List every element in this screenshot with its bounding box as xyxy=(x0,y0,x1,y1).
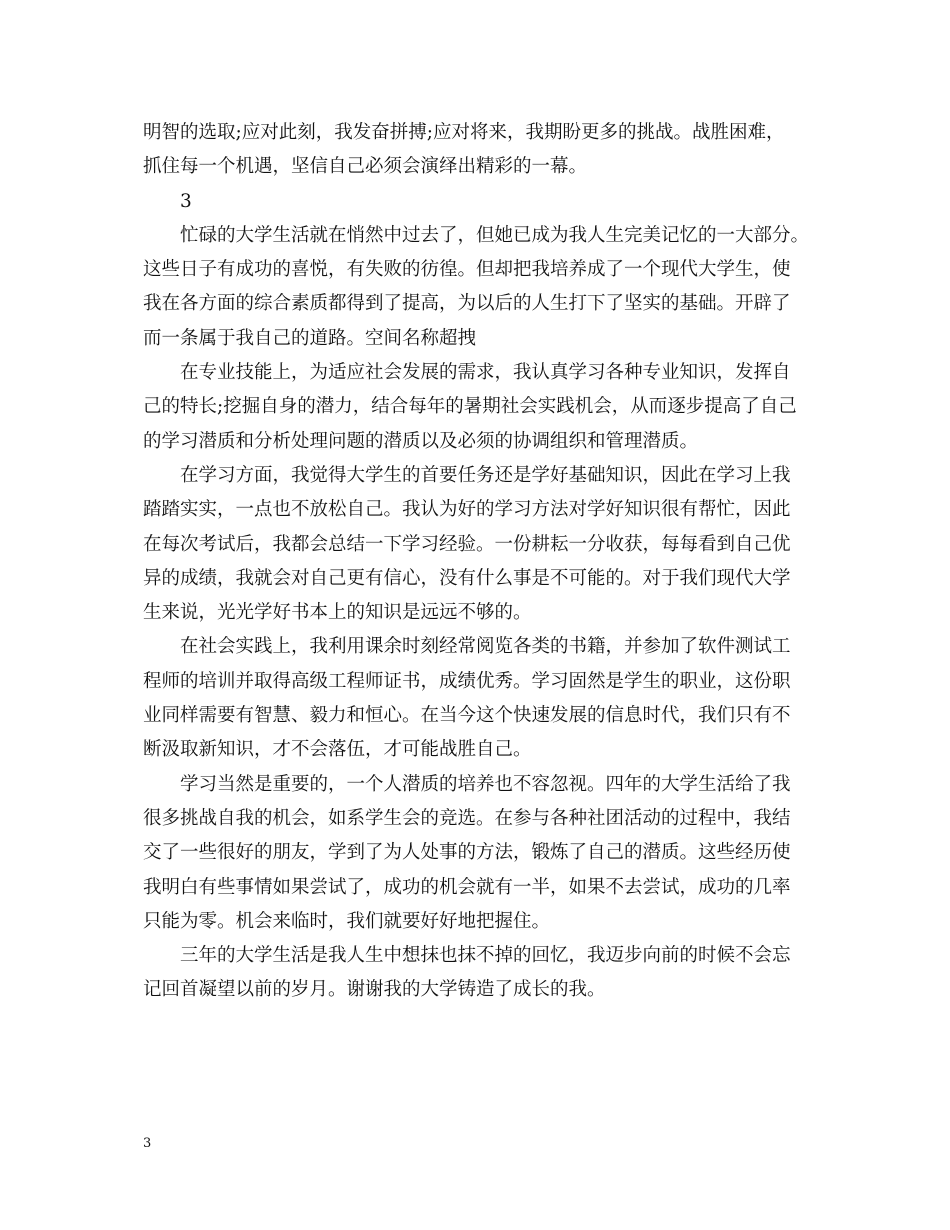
text-line: 明智的选取;应对此刻，我发奋拼搏;应对将来，我期盼更多的挑战。战胜困难， xyxy=(143,122,785,143)
text-line: 异的成绩，我就会对自己更有信心，没有什么事是不可能的。对于我们现代大学 xyxy=(143,567,791,589)
text-line: 在每次考试后，我都会总结一下学习经验。一份耕耘一分收获，每每看到自己优 xyxy=(143,533,791,555)
text-line: 业同样需要有智慧、毅力和恒心。在当今这个快速发展的信息时代，我们只有不 xyxy=(143,705,791,727)
paragraph-start-line: 在社会实践上，我利用课余时刻经常阅览各类的书籍，并参加了软件测试工 xyxy=(180,636,791,658)
page-number: 3 xyxy=(143,1136,152,1151)
text-line: 踏踏实实，一点也不放松自己。我认为好的学习方法对学好知识很有帮忙，因此 xyxy=(143,499,791,521)
text-line: 我明白有些事情如果尝试了，成功的机会就有一半，如果不去尝试，成功的几率 xyxy=(143,876,791,898)
text-line: 断汲取新知识，才不会落伍，才可能战胜自己。 xyxy=(143,739,532,761)
text-line: 我在各方面的综合素质都得到了提高，为以后的人生打下了坚实的基础。开辟了 xyxy=(143,293,791,315)
text-line: 己的特长;挖掘自身的潜力，结合每年的暑期社会实践机会，从而逐步提高了自己 xyxy=(143,396,797,418)
text-line: 只能为零。机会来临时，我们就要好好地把握住。 xyxy=(143,910,551,932)
paragraph-start-line: 学习当然是重要的，一个人潜质的培养也不容忽视。四年的大学生活给了我 xyxy=(180,773,791,795)
text-line: 这些日子有成功的喜悦，有失败的彷徨。但却把我培养成了一个现代大学生，使 xyxy=(143,259,791,281)
paragraph-start-line: 三年的大学生活是我人生中想抹也抹不掉的回忆，我迈步向前的时候不会忘 xyxy=(180,945,791,967)
text-line: 而一条属于我自己的道路。空间名称超拽 xyxy=(143,327,477,349)
text-line: 程师的培训并取得高级工程师证书，成绩优秀。学习固然是学生的职业，这份职 xyxy=(143,670,791,692)
paragraph-start-line: 在专业技能上，为适应社会发展的需求，我认真学习各种专业知识，发挥自 xyxy=(180,362,791,384)
paragraph-start-line: 在学习方面，我觉得大学生的首要任务还是学好基础知识，因此在学习上我 xyxy=(180,464,791,486)
section-number: 3 xyxy=(180,190,192,212)
document-body xyxy=(143,116,823,1008)
text-line: 生来说，光光学好书本上的知识是远远不够的。 xyxy=(143,602,532,624)
text-line: 交了一些很好的朋友，学到了为人处事的方法，锻炼了自己的潜质。这些经历使 xyxy=(143,842,791,864)
text-line: 抓住每一个机遇，坚信自己必须会演绎出精彩的一幕。 xyxy=(143,156,588,178)
text-line: 记回首凝望以前的岁月。谢谢我的大学铸造了成长的我。 xyxy=(143,979,606,1001)
text-line: 的学习潜质和分析处理问题的潜质以及必须的协调组织和管理潜质。 xyxy=(143,430,699,452)
text-line: 很多挑战自我的机会，如系学生会的竞选。在参与各种社团活动的过程中，我结 xyxy=(143,807,791,829)
paragraph-start-line: 忙碌的大学生活就在悄然中过去了，但她已成为我人生完美记忆的一大部分。 xyxy=(180,224,810,246)
